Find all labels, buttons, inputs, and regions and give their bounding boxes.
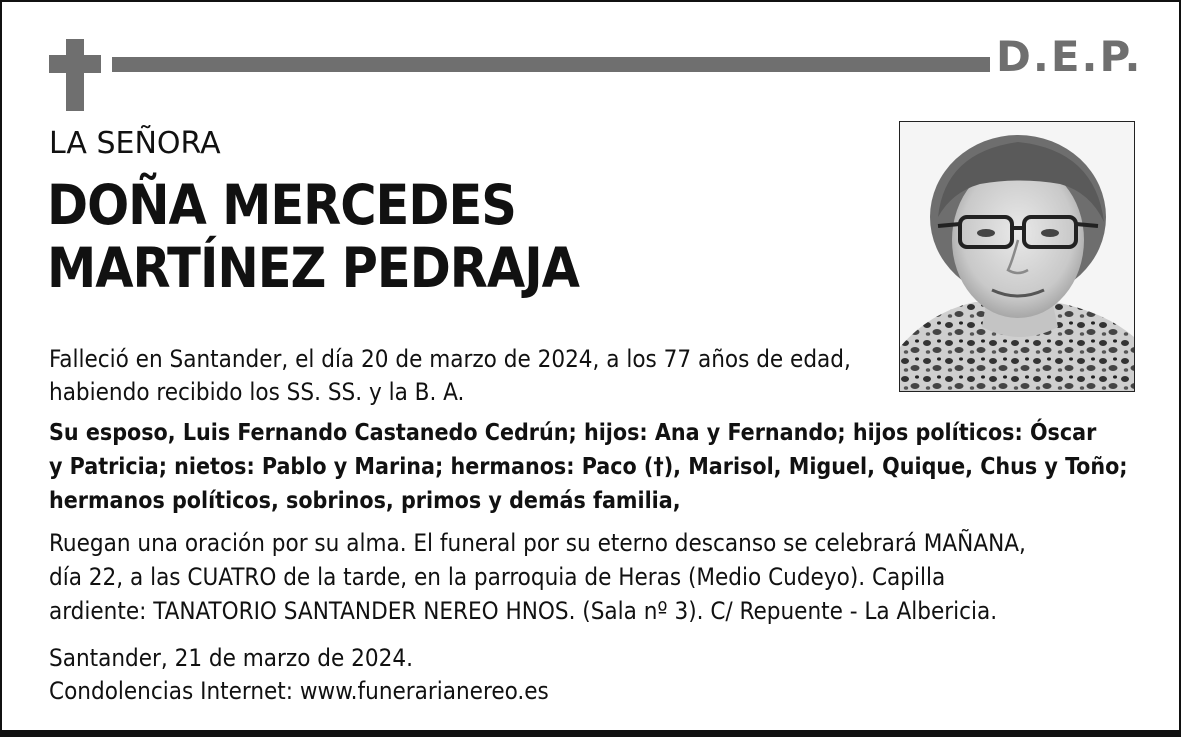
funeral-line-2: día 22, a las CUATRO de la tarde, en la parroquia de Heras (Medio Cudeyo). Capilla bbox=[49, 563, 946, 591]
death-details: Falleció en Santander, el día 20 de marzo de 2024, a los 77 años de edad, habiendo recibido los SS. SS. y la B. A. bbox=[49, 345, 851, 406]
closing-block bbox=[49, 642, 549, 708]
portrait-photo bbox=[899, 121, 1135, 392]
funeral-details bbox=[49, 526, 1159, 628]
deceased-name-line-2: MARTÍNEZ PEDRAJA bbox=[47, 236, 579, 300]
title-kicker: LA SEÑORA bbox=[49, 126, 221, 161]
funeral-line-3: ardiente: TANATORIO SANTANDER NEREO HNOS. (Sala nº 3). C/ Repuente - La Albericia. bbox=[49, 597, 998, 625]
cross-icon bbox=[49, 39, 101, 111]
deceased-name-line-1: DOÑA MERCEDES bbox=[47, 173, 516, 237]
date-line: Santander, 21 de marzo de 2024. bbox=[49, 644, 413, 672]
family-list bbox=[49, 416, 1159, 518]
deceased-name bbox=[47, 174, 579, 300]
funeral-line-1: Ruegan una oración por su alma. El funeral por su eterno descanso se celebrará MAÑANA, bbox=[49, 529, 1026, 557]
family-line-1: Su esposo, Luis Fernando Castanedo Cedrún; hijos: Ana y Fernando; hijos políticos: Óscar bbox=[49, 420, 1097, 446]
dep-label: D.E.P. bbox=[996, 32, 1143, 81]
family-line-3: hermanos políticos, sobrinos, primos y demás familia, bbox=[49, 488, 681, 514]
family-line-2: y Patricia; nietos: Pablo y Marina; hermanos: Paco (†), Marisol, Miguel, Quique, Chus y Toño; bbox=[49, 454, 1128, 480]
header-rule bbox=[112, 57, 990, 72]
condolences-line: Condolencias Internet: www.funerarianereo.es bbox=[49, 677, 549, 705]
